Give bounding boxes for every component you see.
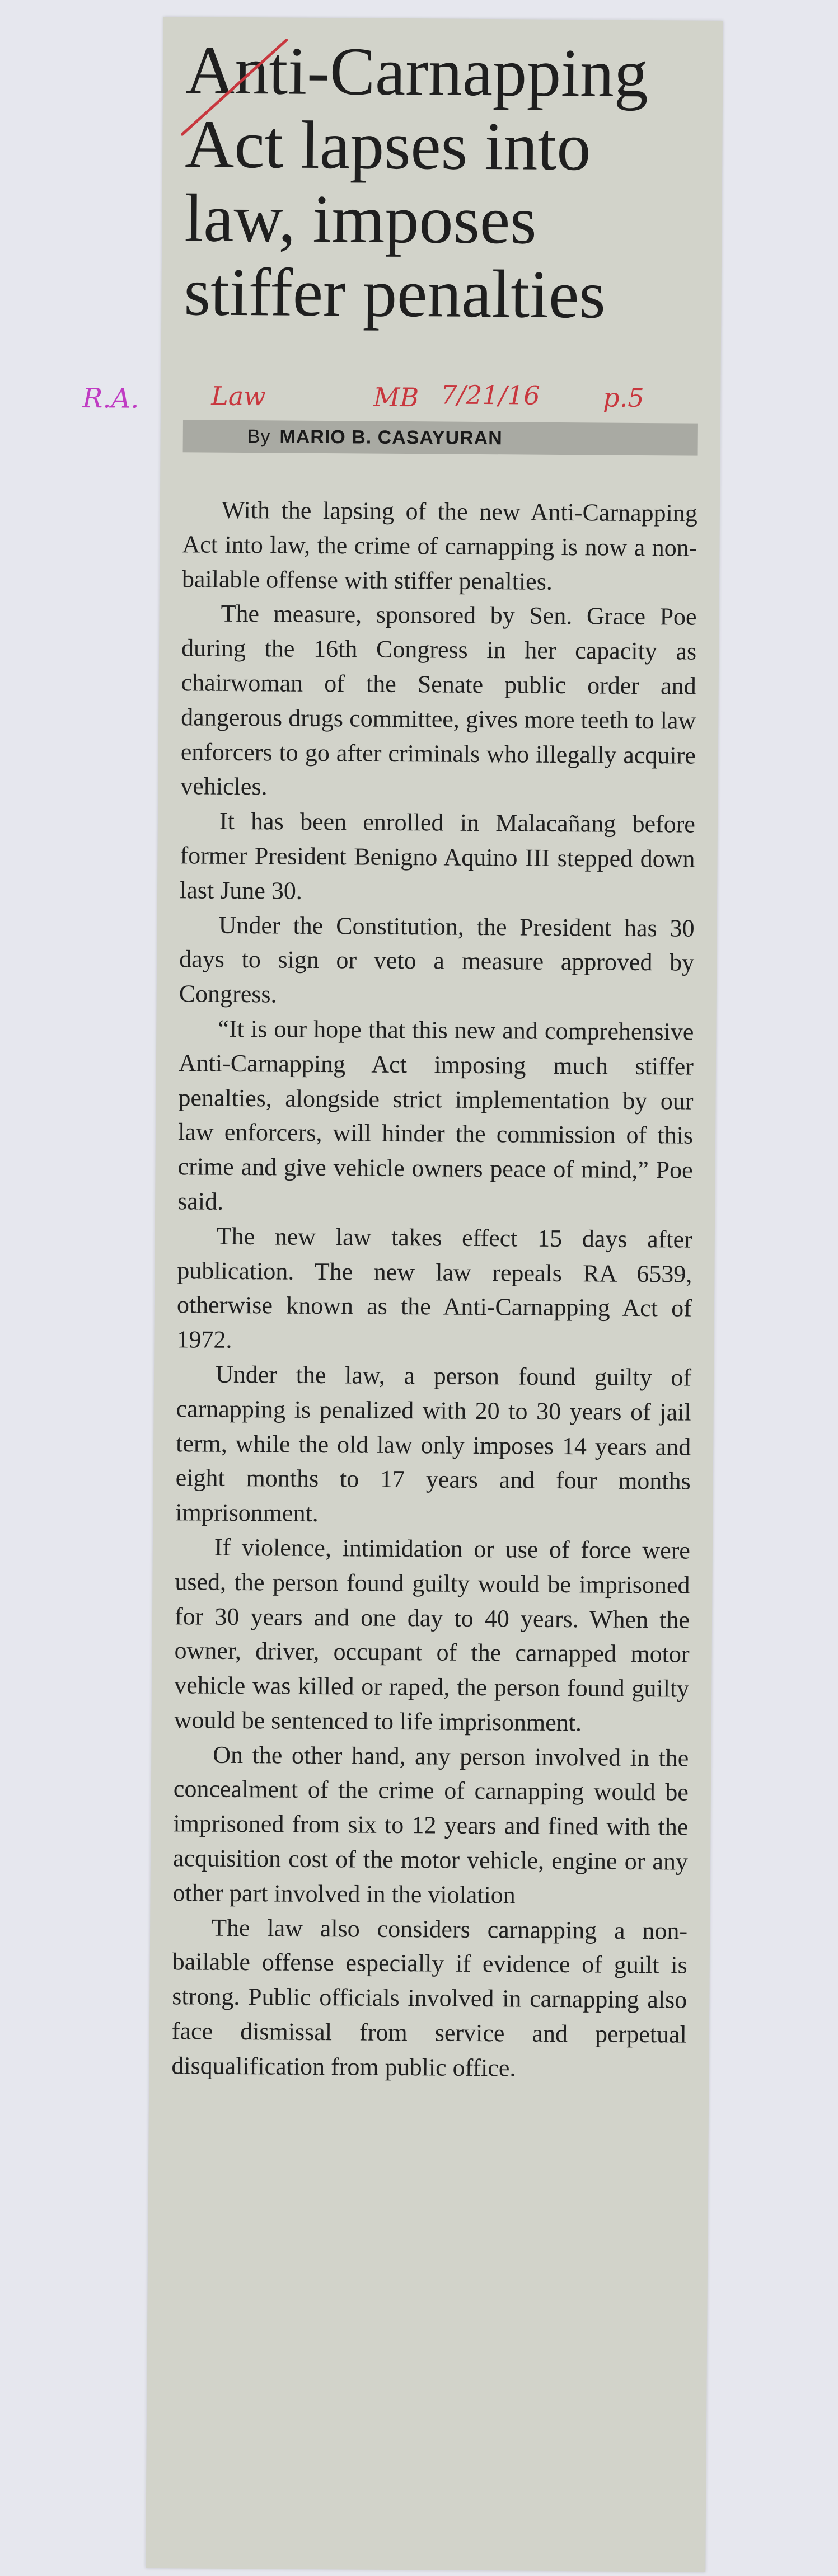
handwritten-note-date: 7/21/16 xyxy=(441,379,540,411)
article-paragraph: With the lapsing of the new Anti-Carnapping Act into law, the crime of carnapping is now a non-bailable offense with stiffer penalties. xyxy=(181,496,698,595)
handwritten-note-source: MB xyxy=(373,382,419,413)
handwritten-note-page: p.5 xyxy=(603,382,644,413)
article-paragraph: Under the law, a person found guilty of carnapping is penalized with 20 to 30 years of jail term, while the old law only imposes 14 years and eight months to 17 years and four months imprisonment. xyxy=(175,1360,692,1527)
headline-line: Act lapses into xyxy=(184,106,591,185)
article-paragraph: The law also considers carnapping a non-bailable offense especially if evidence of guilt is strong. Public officials involved in carnapping also face dismissal from service and perpetual disqualification from public office. xyxy=(171,1914,688,2082)
article-paragraph: The measure, sponsored by Sen. Grace Poe during the 16th Congress in her capacity as chairwoman of the Senate public order and dangerous drugs committee, gives more teeth to law enforcers to go after criminals who illegally acquire vehicles. xyxy=(180,600,697,801)
article-paragraph: On the other hand, any person involved in the concealment of the crime of carnapping would be imprisoned from six to 12 years and fined with the acquisition cost of the motor vehicle, engine or any other part involved in the violation xyxy=(172,1741,689,1909)
byline-prefix: By xyxy=(247,426,271,448)
article-paragraph: Under the Constitution, the President has 30 days to sign or veto a measure approved by Congress. xyxy=(179,911,695,1008)
handwritten-note-ra: R.A. xyxy=(82,383,139,415)
article-paragraph: It has been enrolled in Malacañang before former President Benigno Aquino III stepped down last June 30. xyxy=(179,807,696,905)
author-name: MARIO B. CASAYURAN xyxy=(279,426,503,449)
newspaper-clipping xyxy=(82,17,723,2572)
headline-line: Anti-Carnapping xyxy=(185,32,649,112)
handwritten-note-law: Law xyxy=(211,380,266,412)
article-paragraph: The new law takes effect 15 days after publication. The new law repeals RA 6539, otherwise known as the Anti-Carnapping Act of 1972. xyxy=(176,1222,692,1354)
article-paragraph: If violence, intimidation or use of force were used, the person found guilty would be imprisoned for 30 years and one day to 40 years. When the owner, driver, occupant of the carnapped motor vehicle was killed or raped, the person found guilty would be sentenced to life imprisonment. xyxy=(174,1533,691,1737)
headline-line: stiffer penalties xyxy=(184,254,606,333)
headline-line: law, imposes xyxy=(184,180,537,258)
byline xyxy=(247,426,503,449)
headline xyxy=(184,34,701,332)
article-body xyxy=(171,492,697,2086)
article-paragraph: “It is our hope that this new and comprehensive Anti-Carnapping Act imposing much stiffer penalties, alongside strict implementation by our law enforcers, will hinder the commission of this crime and give vehicle owners peace of mind,” Poe said. xyxy=(177,1014,694,1215)
